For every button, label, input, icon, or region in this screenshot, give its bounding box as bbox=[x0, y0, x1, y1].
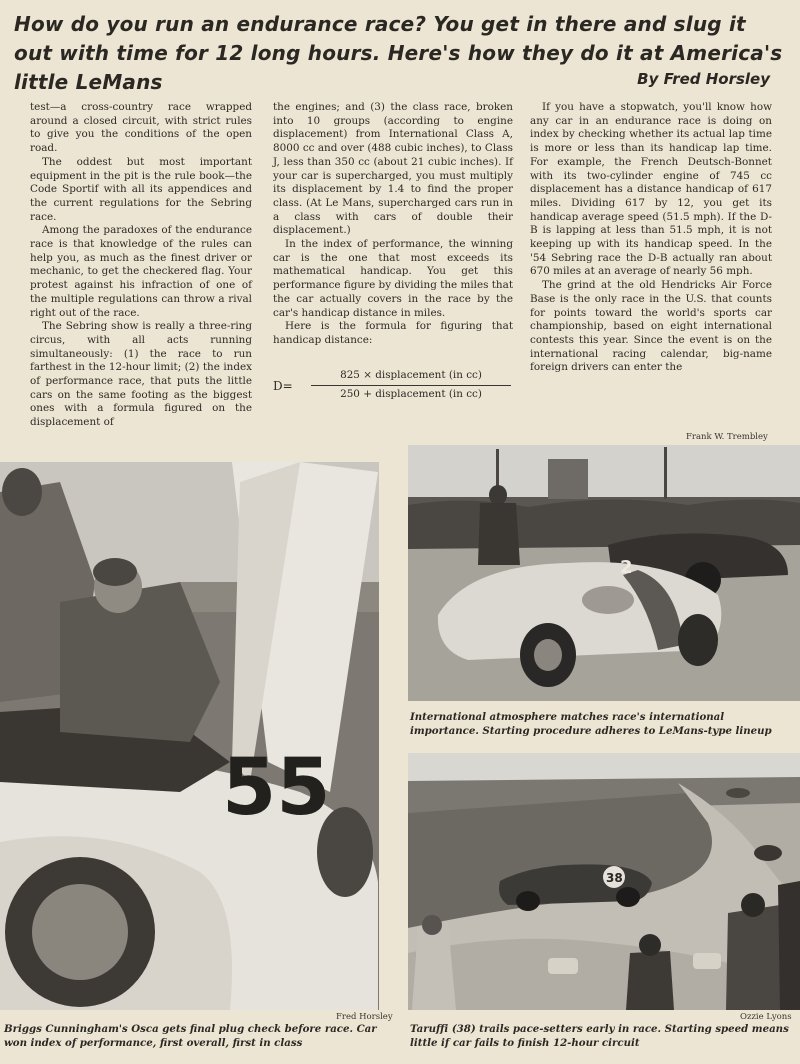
formula-lhs: D= bbox=[273, 379, 293, 393]
caption-osca: Briggs Cunningham's Osca gets final plug check before race. Car won index of performance, first overall, first in class bbox=[4, 1023, 377, 1049]
photo-credit-lyons: Ozzie Lyons bbox=[740, 1012, 792, 1022]
caption-taruffi: Taruffi (38) trails pace-setters early in race. Starting speed means little if car fails to finish 12-hour circuit bbox=[410, 1023, 789, 1049]
photo-credit-horsley: Fred Horsley bbox=[336, 1012, 393, 1022]
paragraph: If you have a stopwatch, you'll know how any car in an endurance race is doing on index by checking whether its actual lap time is more or less than its handicap lap time. For example, the French Deutsch-Bonnet with its two-cylinder engine of 745 cc displacement has a distance handicap of 617 miles. Dividing 617 by 12, you get its handicap average speed (51.5 mph). If the D-B is lapping at less than 51.5 mph, it is not keeping up with its handicap speed. In the '54 Sebring race the D-B actually ran about 670 miles at an average of nearly 56 mph. bbox=[530, 101, 772, 278]
paragraph: Here is the formula for figuring that handicap distance: bbox=[273, 320, 513, 346]
article-headline: How do you run an endurance race? You get in there and slug it out with time for 12 long hours. Here's how they do it at America's little LeMans bbox=[14, 12, 783, 94]
paragraph: Among the paradoxes of the endurance race is that knowledge of the rules can help you, as much as the finest driver or mechanic, to get the checkered flag. Your protest against his infraction of one of the multiple regulations can throw a rival right out of the race. bbox=[30, 224, 252, 319]
formula-numerator: 825 × displacement (in cc) bbox=[340, 369, 482, 381]
handicap-formula bbox=[273, 369, 513, 403]
car-number-55: 55 bbox=[222, 743, 331, 833]
photo-taruffi-38 bbox=[408, 753, 800, 1010]
paragraph: The Sebring show is really a three-ring circus, with all acts running simultaneously: (1) the race to run farthest in the 12-hour limit; (2) the index of performance race, that puts the little cars on the same footing as the biggest ones with a formula figured on the displacement of bbox=[30, 320, 252, 429]
paragraph: In the index of performance, the winning car is the one that most exceeds its mathematical handicap. You get this performance figure by dividing the miles that the car actually covers in the race by the car's handicap distance in miles. bbox=[273, 238, 513, 319]
photo-starting-lineup bbox=[408, 445, 800, 701]
photo-osca-plug-check bbox=[0, 462, 379, 1010]
car-number-38: 38 bbox=[606, 871, 623, 885]
paragraph: The grind at the old Hendricks Air Force Base is the only race in the U.S. that counts for points toward the world's sports car championship, based on eight international contests this year. Since the event is on the international racing calendar, big-name foreign drivers can enter the bbox=[530, 279, 772, 374]
paragraph: The oddest but most important equipment in the pit is the rule book—the Code Sportif with all its appendices and the current regulations for the Sebring race. bbox=[30, 155, 252, 223]
paragraph: test—a cross-country race wrapped around a closed circuit, with strict rules to give you the conditions of the open road. bbox=[30, 101, 252, 155]
caption-starting-lineup: International atmosphere matches race's international importance. Starting procedure adheres to LeMans-type lineup bbox=[410, 711, 772, 737]
text-column-2 bbox=[273, 101, 513, 348]
text-column-1 bbox=[30, 101, 252, 430]
paragraph: the engines; and (3) the class race, broken into 10 groups (according to engine displacement) from International Class A, 8000 cc and over (488 cubic inches), to Class J, less than 350 cc (about 21 cubic inches). If your car is supercharged, you must multiply its displacement by 1.4 to find the proper class. (At Le Mans, supercharged cars run in a class with cars of double their displacement.) bbox=[273, 101, 513, 237]
text-column-3 bbox=[530, 101, 772, 375]
photo-credit-trembley: Frank W. Trembley bbox=[686, 432, 768, 442]
formula-fraction-bar bbox=[311, 385, 511, 386]
byline: By Fred Horsley bbox=[637, 70, 770, 88]
car-number-2: 2 bbox=[620, 557, 633, 578]
formula-denominator: 250 + displacement (in cc) bbox=[340, 388, 482, 400]
